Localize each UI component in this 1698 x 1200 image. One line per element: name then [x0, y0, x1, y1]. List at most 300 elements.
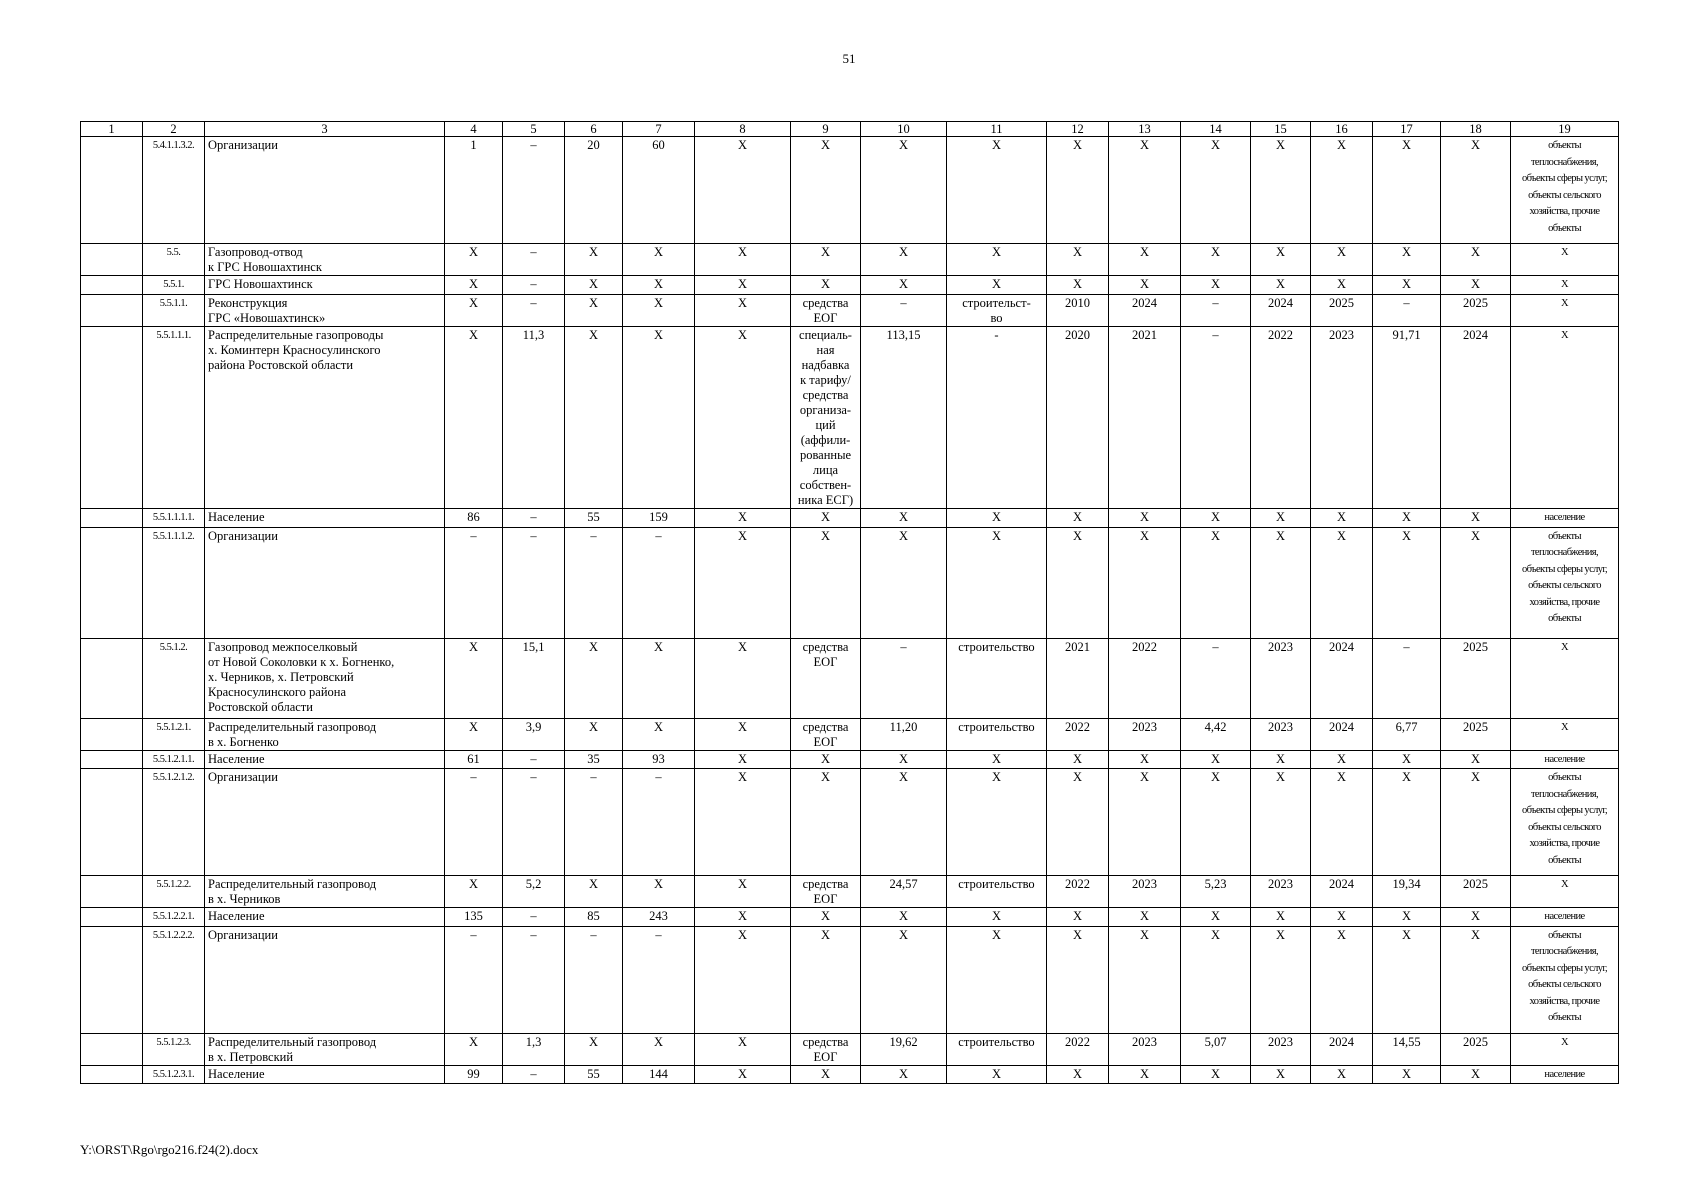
page-number: 51: [842, 51, 856, 66]
col-15-year: X: [1251, 137, 1311, 244]
end-year: X: [1109, 137, 1181, 244]
col-17-value: 91,71: [1373, 326, 1441, 508]
financing-source: X: [791, 527, 861, 638]
col-5-length: –: [503, 926, 565, 1033]
start-year: 2010: [1047, 294, 1109, 326]
item-name: Население: [205, 1065, 445, 1084]
end-year: X: [1109, 508, 1181, 527]
col-7-value: X: [623, 638, 695, 718]
col-4-value: X: [445, 638, 503, 718]
construction-type: X: [947, 769, 1047, 876]
col-17-value: X: [1373, 276, 1441, 295]
financing-source: средства ЕОГ: [791, 638, 861, 718]
construction-type: строительство: [947, 718, 1047, 750]
construction-type: -: [947, 326, 1047, 508]
column-number: 12: [1047, 122, 1109, 137]
col-16-year: 2025: [1311, 294, 1373, 326]
start-year: X: [1047, 244, 1109, 276]
col-10-cost: X: [861, 508, 947, 527]
financing-source: X: [791, 1065, 861, 1084]
col-4-value: 135: [445, 908, 503, 927]
col-16-year: X: [1311, 769, 1373, 876]
consumer-category: X: [1511, 326, 1619, 508]
col-18-year: X: [1441, 908, 1511, 927]
item-code: 5.5.1.2.3.1.: [143, 1065, 205, 1084]
end-year: X: [1109, 244, 1181, 276]
col-18-year: X: [1441, 276, 1511, 295]
consumer-category: X: [1511, 294, 1619, 326]
construction-type: X: [947, 926, 1047, 1033]
start-year: X: [1047, 137, 1109, 244]
start-year: 2020: [1047, 326, 1109, 508]
item-name: Распределительный газопровод в х. Петровский: [205, 1033, 445, 1065]
table-row: [81, 908, 1619, 927]
col-1-cell: [81, 137, 143, 244]
col-8-value: X: [695, 908, 791, 927]
col-15-year: 2023: [1251, 638, 1311, 718]
col-16-year: X: [1311, 1065, 1373, 1084]
consumer-category: объекты теплоснабжения, объекты сферы услуг, объекты сельского хозяйства, прочие объекты: [1511, 926, 1619, 1033]
construction-type: X: [947, 276, 1047, 295]
col-14-value: X: [1181, 276, 1251, 295]
col-14-value: 5,23: [1181, 876, 1251, 908]
item-code: 5.5.1.2.2.2.: [143, 926, 205, 1033]
item-code: 5.5.1.2.1.2.: [143, 769, 205, 876]
col-5-length: –: [503, 276, 565, 295]
col-10-cost: –: [861, 638, 947, 718]
financing-source: X: [791, 276, 861, 295]
table-body: [81, 137, 1619, 1084]
consumer-category: население: [1511, 1065, 1619, 1084]
consumer-category: X: [1511, 718, 1619, 750]
item-code: 5.5.1.2.1.1.: [143, 750, 205, 769]
col-8-value: X: [695, 769, 791, 876]
col-8-value: X: [695, 137, 791, 244]
col-16-year: X: [1311, 508, 1373, 527]
col-8-value: X: [695, 276, 791, 295]
col-15-year: X: [1251, 750, 1311, 769]
col-14-value: X: [1181, 750, 1251, 769]
col-8-value: X: [695, 876, 791, 908]
start-year: 2021: [1047, 638, 1109, 718]
col-14-value: X: [1181, 769, 1251, 876]
financing-source: X: [791, 137, 861, 244]
table-row: [81, 326, 1619, 508]
col-1-cell: [81, 718, 143, 750]
item-code: 5.5.1.2.: [143, 638, 205, 718]
construction-type: X: [947, 137, 1047, 244]
item-code: 5.5.1.1.: [143, 294, 205, 326]
item-code: 5.5.1.1.1.: [143, 326, 205, 508]
item-code: 5.5.1.1.1.1.: [143, 508, 205, 527]
col-15-year: 2023: [1251, 1033, 1311, 1065]
col-1-cell: [81, 876, 143, 908]
col-17-value: X: [1373, 1065, 1441, 1084]
col-4-value: –: [445, 527, 503, 638]
item-code: 5.4.1.1.3.2.: [143, 137, 205, 244]
col-17-value: X: [1373, 244, 1441, 276]
col-6-value: X: [565, 294, 623, 326]
col-4-value: X: [445, 326, 503, 508]
col-8-value: X: [695, 1065, 791, 1084]
col-14-value: –: [1181, 326, 1251, 508]
end-year: X: [1109, 527, 1181, 638]
end-year: 2023: [1109, 1033, 1181, 1065]
financing-source: X: [791, 508, 861, 527]
consumer-category: X: [1511, 276, 1619, 295]
col-1-cell: [81, 1065, 143, 1084]
item-name: ГРС Новошахтинск: [205, 276, 445, 295]
col-16-year: X: [1311, 908, 1373, 927]
item-name: Распределительный газопровод в х. Черников: [205, 876, 445, 908]
column-number: 3: [205, 122, 445, 137]
table-row: [81, 926, 1619, 1033]
col-5-length: –: [503, 294, 565, 326]
start-year: X: [1047, 1065, 1109, 1084]
col-1-cell: [81, 1033, 143, 1065]
col-17-value: 14,55: [1373, 1033, 1441, 1065]
col-6-value: X: [565, 244, 623, 276]
col-7-value: X: [623, 1033, 695, 1065]
col-10-cost: X: [861, 750, 947, 769]
col-18-year: X: [1441, 137, 1511, 244]
column-number: 14: [1181, 122, 1251, 137]
col-6-value: X: [565, 638, 623, 718]
col-7-value: 93: [623, 750, 695, 769]
col-14-value: X: [1181, 926, 1251, 1033]
col-16-year: X: [1311, 276, 1373, 295]
col-14-value: X: [1181, 508, 1251, 527]
col-15-year: 2023: [1251, 718, 1311, 750]
col-5-length: –: [503, 769, 565, 876]
col-1-cell: [81, 638, 143, 718]
col-17-value: X: [1373, 769, 1441, 876]
col-4-value: 1: [445, 137, 503, 244]
item-name: Организации: [205, 769, 445, 876]
consumer-category: X: [1511, 876, 1619, 908]
end-year: 2023: [1109, 876, 1181, 908]
col-5-length: –: [503, 1065, 565, 1084]
col-5-length: –: [503, 908, 565, 927]
col-15-year: X: [1251, 1065, 1311, 1084]
col-8-value: X: [695, 1033, 791, 1065]
col-4-value: –: [445, 769, 503, 876]
col-6-value: 55: [565, 1065, 623, 1084]
item-name: Газопровод-отвод к ГРС Новошахтинск: [205, 244, 445, 276]
col-6-value: –: [565, 527, 623, 638]
table-row: [81, 294, 1619, 326]
col-5-length: 11,3: [503, 326, 565, 508]
col-16-year: X: [1311, 137, 1373, 244]
construction-type: X: [947, 508, 1047, 527]
col-4-value: X: [445, 1033, 503, 1065]
column-number: 5: [503, 122, 565, 137]
col-7-value: 159: [623, 508, 695, 527]
col-18-year: X: [1441, 527, 1511, 638]
col-18-year: X: [1441, 769, 1511, 876]
col-17-value: X: [1373, 508, 1441, 527]
col-18-year: X: [1441, 508, 1511, 527]
table-row: [81, 876, 1619, 908]
column-number-row: [81, 122, 1619, 137]
end-year: X: [1109, 908, 1181, 927]
col-5-length: 5,2: [503, 876, 565, 908]
end-year: 2022: [1109, 638, 1181, 718]
consumer-category: объекты теплоснабжения, объекты сферы услуг, объекты сельского хозяйства, прочие объекты: [1511, 769, 1619, 876]
column-number: 11: [947, 122, 1047, 137]
col-10-cost: 113,15: [861, 326, 947, 508]
col-4-value: X: [445, 276, 503, 295]
col-6-value: 20: [565, 137, 623, 244]
col-15-year: 2023: [1251, 876, 1311, 908]
col-6-value: –: [565, 769, 623, 876]
consumer-category: X: [1511, 1033, 1619, 1065]
construction-type: строительство: [947, 1033, 1047, 1065]
col-6-value: –: [565, 926, 623, 1033]
col-15-year: X: [1251, 908, 1311, 927]
start-year: X: [1047, 527, 1109, 638]
start-year: X: [1047, 276, 1109, 295]
item-name: Организации: [205, 137, 445, 244]
financing-source: специаль- ная надбавка к тарифу/ средства организа- ций (аффили- рованные лица собствен- ника ЕСГ): [791, 326, 861, 508]
end-year: X: [1109, 769, 1181, 876]
column-number: 8: [695, 122, 791, 137]
consumer-category: объекты теплоснабжения, объекты сферы услуг, объекты сельского хозяйства, прочие объекты: [1511, 137, 1619, 244]
start-year: 2022: [1047, 876, 1109, 908]
col-7-value: X: [623, 326, 695, 508]
col-1-cell: [81, 326, 143, 508]
col-4-value: 99: [445, 1065, 503, 1084]
col-14-value: X: [1181, 1065, 1251, 1084]
col-6-value: 55: [565, 508, 623, 527]
col-1-cell: [81, 908, 143, 927]
col-14-value: X: [1181, 527, 1251, 638]
col-8-value: X: [695, 750, 791, 769]
table-row: [81, 750, 1619, 769]
col-15-year: X: [1251, 244, 1311, 276]
col-17-value: X: [1373, 137, 1441, 244]
table-row: [81, 638, 1619, 718]
item-code: 5.5.1.2.2.: [143, 876, 205, 908]
col-4-value: 86: [445, 508, 503, 527]
col-4-value: X: [445, 718, 503, 750]
col-17-value: –: [1373, 294, 1441, 326]
financing-source: X: [791, 244, 861, 276]
table-row: [81, 1033, 1619, 1065]
consumer-category: население: [1511, 750, 1619, 769]
financing-source: X: [791, 908, 861, 927]
col-18-year: X: [1441, 750, 1511, 769]
consumer-category: X: [1511, 244, 1619, 276]
col-10-cost: X: [861, 908, 947, 927]
col-10-cost: X: [861, 769, 947, 876]
col-16-year: X: [1311, 926, 1373, 1033]
end-year: X: [1109, 926, 1181, 1033]
col-6-value: X: [565, 276, 623, 295]
col-10-cost: X: [861, 926, 947, 1033]
end-year: X: [1109, 750, 1181, 769]
col-16-year: 2024: [1311, 718, 1373, 750]
col-10-cost: X: [861, 1065, 947, 1084]
column-number: 6: [565, 122, 623, 137]
col-6-value: 35: [565, 750, 623, 769]
end-year: 2024: [1109, 294, 1181, 326]
col-15-year: X: [1251, 508, 1311, 527]
end-year: X: [1109, 276, 1181, 295]
col-7-value: X: [623, 244, 695, 276]
col-1-cell: [81, 294, 143, 326]
col-8-value: X: [695, 718, 791, 750]
consumer-category: население: [1511, 908, 1619, 927]
financing-source: X: [791, 750, 861, 769]
item-name: Население: [205, 750, 445, 769]
col-8-value: X: [695, 926, 791, 1033]
col-14-value: –: [1181, 638, 1251, 718]
end-year: X: [1109, 1065, 1181, 1084]
col-18-year: X: [1441, 244, 1511, 276]
item-code: 5.5.1.2.3.: [143, 1033, 205, 1065]
col-16-year: 2024: [1311, 1033, 1373, 1065]
financing-source: X: [791, 769, 861, 876]
col-5-length: 15,1: [503, 638, 565, 718]
col-8-value: X: [695, 326, 791, 508]
col-10-cost: X: [861, 276, 947, 295]
col-17-value: –: [1373, 638, 1441, 718]
financing-source: средства ЕОГ: [791, 294, 861, 326]
table-row: [81, 718, 1619, 750]
col-18-year: 2025: [1441, 876, 1511, 908]
col-5-length: –: [503, 244, 565, 276]
consumer-category: население: [1511, 508, 1619, 527]
col-7-value: 144: [623, 1065, 695, 1084]
col-14-value: –: [1181, 294, 1251, 326]
col-5-length: 1,3: [503, 1033, 565, 1065]
col-15-year: 2022: [1251, 326, 1311, 508]
table-row: [81, 244, 1619, 276]
item-name: Распределительный газопровод в х. Богненко: [205, 718, 445, 750]
financing-source: средства ЕОГ: [791, 1033, 861, 1065]
col-18-year: 2025: [1441, 718, 1511, 750]
col-10-cost: 11,20: [861, 718, 947, 750]
start-year: X: [1047, 908, 1109, 927]
consumer-category: X: [1511, 638, 1619, 718]
col-14-value: X: [1181, 137, 1251, 244]
financing-source: средства ЕОГ: [791, 718, 861, 750]
col-17-value: X: [1373, 750, 1441, 769]
item-name: Население: [205, 508, 445, 527]
column-number: 13: [1109, 122, 1181, 137]
construction-type: X: [947, 527, 1047, 638]
col-6-value: X: [565, 876, 623, 908]
col-18-year: 2024: [1441, 326, 1511, 508]
col-7-value: X: [623, 294, 695, 326]
column-number: 16: [1311, 122, 1373, 137]
col-14-value: X: [1181, 908, 1251, 927]
col-1-cell: [81, 926, 143, 1033]
col-1-cell: [81, 769, 143, 876]
table-row: [81, 508, 1619, 527]
col-15-year: X: [1251, 276, 1311, 295]
col-10-cost: –: [861, 294, 947, 326]
item-code: 5.5.1.2.2.1.: [143, 908, 205, 927]
col-15-year: 2024: [1251, 294, 1311, 326]
start-year: X: [1047, 750, 1109, 769]
col-18-year: 2025: [1441, 1033, 1511, 1065]
col-5-length: –: [503, 508, 565, 527]
item-name: Реконструкция ГРС «Новошахтинск»: [205, 294, 445, 326]
construction-type: строительст- во: [947, 294, 1047, 326]
item-name: Газопровод межпоселковый от Новой Соколовки к х. Богненко, х. Черников, х. Петровский Красносулинского района Ростовской области: [205, 638, 445, 718]
construction-type: X: [947, 1065, 1047, 1084]
item-code: 5.5.: [143, 244, 205, 276]
item-name: Распределительные газопроводы х. Коминтерн Красносулинского района Ростовской области: [205, 326, 445, 508]
col-5-length: –: [503, 750, 565, 769]
column-number: 15: [1251, 122, 1311, 137]
column-number: 10: [861, 122, 947, 137]
col-14-value: 4,42: [1181, 718, 1251, 750]
col-16-year: X: [1311, 527, 1373, 638]
end-year: 2023: [1109, 718, 1181, 750]
construction-type: строительство: [947, 876, 1047, 908]
table-row: [81, 1065, 1619, 1084]
col-1-cell: [81, 750, 143, 769]
col-4-value: X: [445, 876, 503, 908]
col-8-value: X: [695, 638, 791, 718]
col-1-cell: [81, 508, 143, 527]
col-6-value: X: [565, 718, 623, 750]
col-16-year: 2024: [1311, 876, 1373, 908]
col-10-cost: X: [861, 244, 947, 276]
col-6-value: X: [565, 1033, 623, 1065]
col-10-cost: X: [861, 137, 947, 244]
col-15-year: X: [1251, 527, 1311, 638]
col-7-value: X: [623, 876, 695, 908]
col-8-value: X: [695, 244, 791, 276]
col-10-cost: 24,57: [861, 876, 947, 908]
start-year: X: [1047, 926, 1109, 1033]
start-year: X: [1047, 769, 1109, 876]
start-year: 2022: [1047, 718, 1109, 750]
col-4-value: X: [445, 244, 503, 276]
footer-file-path: Y:\ORST\Rgo\rgo216.f24(2).docx: [80, 1142, 259, 1157]
col-16-year: 2023: [1311, 326, 1373, 508]
column-number: 17: [1373, 122, 1441, 137]
col-16-year: X: [1311, 750, 1373, 769]
col-4-value: –: [445, 926, 503, 1033]
col-17-value: X: [1373, 908, 1441, 927]
item-code: 5.5.1.1.1.2.: [143, 527, 205, 638]
col-5-length: –: [503, 137, 565, 244]
financing-source: средства ЕОГ: [791, 876, 861, 908]
item-code: 5.5.1.: [143, 276, 205, 295]
col-5-length: –: [503, 527, 565, 638]
col-8-value: X: [695, 527, 791, 638]
column-number: 19: [1511, 122, 1619, 137]
column-number: 2: [143, 122, 205, 137]
construction-type: строительство: [947, 638, 1047, 718]
col-7-value: X: [623, 276, 695, 295]
end-year: 2021: [1109, 326, 1181, 508]
col-18-year: 2025: [1441, 294, 1511, 326]
table-row: [81, 769, 1619, 876]
col-16-year: X: [1311, 244, 1373, 276]
column-number: 1: [81, 122, 143, 137]
construction-type: X: [947, 244, 1047, 276]
col-10-cost: 19,62: [861, 1033, 947, 1065]
table-row: [81, 137, 1619, 244]
col-7-value: –: [623, 769, 695, 876]
col-7-value: –: [623, 926, 695, 1033]
